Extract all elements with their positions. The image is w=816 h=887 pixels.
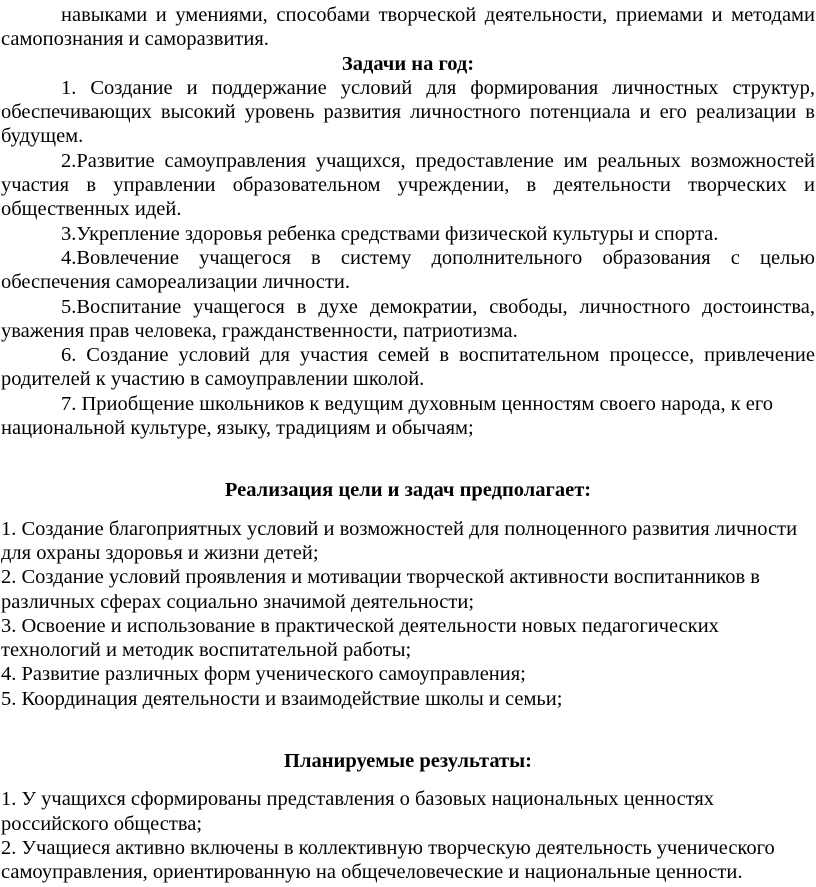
intro-paragraph: навыками и умениями, способами творческой деятельности, приемами и методами самопознания и саморазвития.	[1, 4, 815, 51]
result-item: 2. Учащиеся активно включены в коллективную творческую деятельность ученического самоуправления, ориентированную на общечеловеческие и национальные ценности.	[1, 836, 775, 884]
implementation-item: 2. Создание условий проявления и мотивации творческой активности воспитанников в различных сферах социально значимой деятельности;	[1, 566, 760, 613]
implementation-heading: Реализация цели и задач предполагает:	[224, 479, 592, 502]
task-item: 5.Воспитание учащегося в духе демократии, свободы, личностного достоинства, уважения прав человека, гражданственности, патриотизма.	[1, 295, 815, 342]
results-heading: Планируемые результаты:	[284, 750, 532, 773]
implementation-item: 4. Развитие различных форм ученического самоуправления;	[1, 663, 526, 686]
implementation-item: 3. Освоение и использование в практической деятельности новых педагогических технологий и методик воспитательной работы;	[1, 614, 719, 662]
task-item: 1. Создание и поддержание условий для формирования личностных структур, обеспечивающих высокий уровень развития личностного потенциала и его реализации в будущем.	[1, 76, 815, 148]
result-item: 1. У учащихся сформированы представления о базовых национальных ценностях российского общества;	[1, 788, 715, 835]
tasks-heading: Задачи на год:	[341, 52, 475, 75]
task-item: 3.Укрепление здоровья ребенка средствами физической культуры и спорта.	[61, 222, 719, 245]
task-item: 2.Развитие самоуправления учащихся, предоставление им реальных возможностей участия в управлении образовательном учреждении, в деятельности творческих и общественных идей.	[1, 149, 815, 221]
task-item: 7. Приобщение школьников к ведущим духовным ценностям своего народа, к его национальной культуре, языку, традициям и обычаям;	[1, 392, 774, 440]
implementation-item: 1. Создание благоприятных условий и возможностей для полноценного развития личности для охраны здоровья и жизни детей;	[1, 517, 798, 564]
tasks-list	[1, 76, 815, 440]
results-list	[1, 787, 815, 884]
task-item: 6. Создание условий для участия семей в воспитательном процессе, привлечение родителей к участию в самоуправлении школой.	[1, 344, 815, 391]
task-item: 4.Вовлечение учащегося в систему дополнительного образования с целью обеспечения самореализации личности.	[1, 246, 815, 294]
implementation-item: 5. Координация деятельности и взаимодействие школы и семьи;	[1, 687, 563, 710]
implementation-list	[1, 517, 815, 711]
